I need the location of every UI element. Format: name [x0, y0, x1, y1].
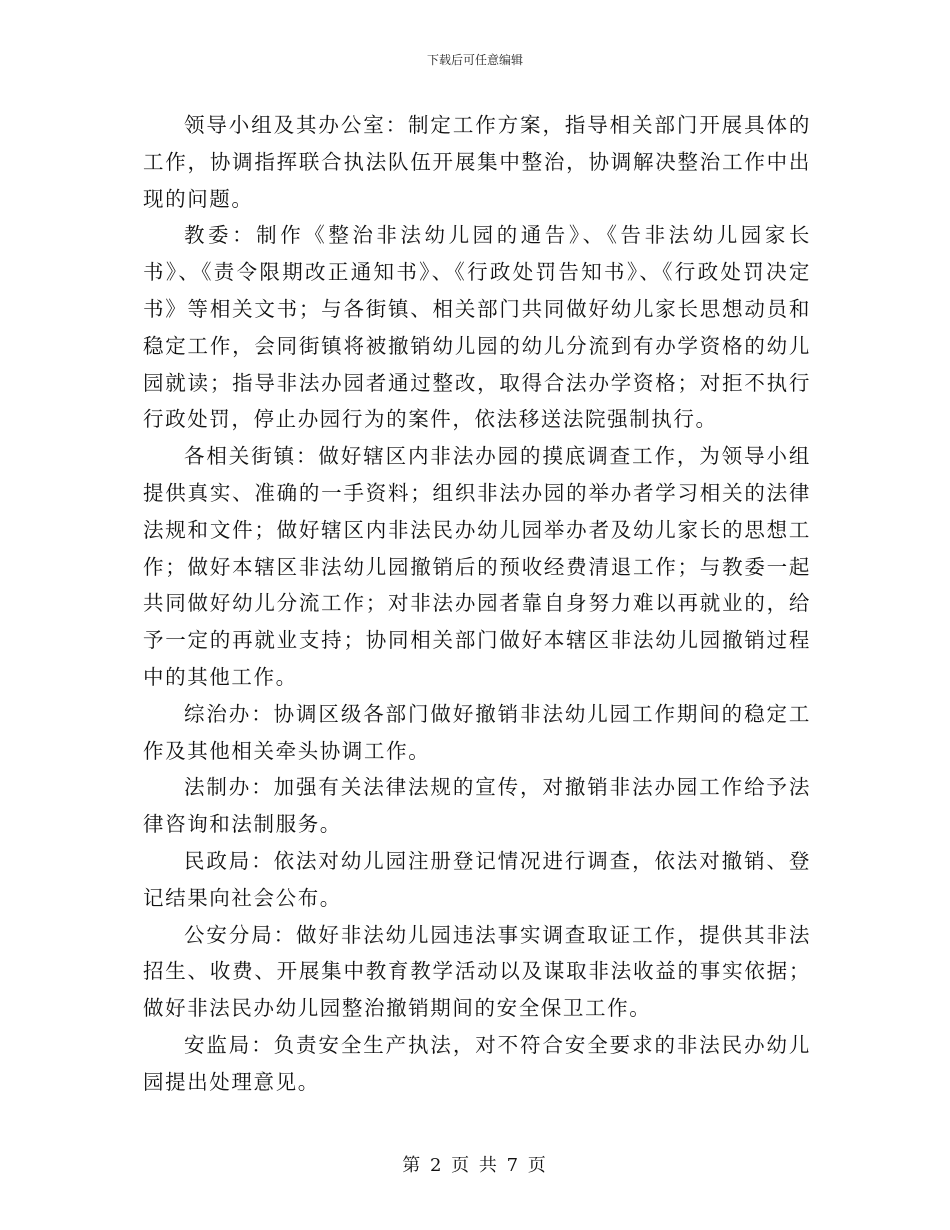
paragraph-safety-supervision: 安监局：负责安全生产执法，对不符合安全要求的非法民办幼儿园提出处理意见。 — [143, 1032, 811, 1094]
page-number-footer: 第 2 页 共 7 页 — [402, 1155, 548, 1176]
paragraph-education-committee: 教委：制作《整治非法幼儿园的通告》、《告非法幼儿园家长书》、《责令限期改正通知书》、《行政处罚告知书》、《行政处罚决定书》等相关文书；与各街镇、相关部门共同做好幼儿家长思想动员和稳定工作，会同街镇将被撤销幼儿园的幼儿分流到有办学资格的幼儿园就读；指导非法办园者通过整改，取得合法办学资格；对拒不执行行政处罚，停止办园行为的案件，依法移送法院强制执行。 — [143, 223, 811, 432]
paragraph-leading-group: 领导小组及其办公室：制定工作方案，指导相关部门开展具体的工作，协调指挥联合执法队伍开展集中整治，协调解决整治工作中出现的问题。 — [143, 113, 811, 211]
paragraph-street-towns: 各相关街镇：做好辖区内非法办园的摸底调查工作，为领导小组提供真实、准确的一手资料；组织非法办园的举办者学习相关的法律法规和文件；做好辖区内非法民办幼儿园举办者及幼儿家长的思想工作；做好本辖区非法幼儿园撤销后的预收经费清退工作；与教委一起共同做好幼儿分流工作；对非法办园者靠自身努力难以再就业的，给予一定的再就业支持；协同相关部门做好本辖区非法幼儿园撤销过程中的其他工作。 — [143, 444, 811, 689]
paragraph-legal-office: 法制办：加强有关法律法规的宣传，对撤销非法办园工作给予法律咨询和法制服务。 — [143, 775, 811, 837]
paragraph-comprehensive-office: 综治办：协调区级各部门做好撤销非法幼儿园工作期间的稳定工作及其他相关牵头协调工作。 — [143, 701, 811, 763]
document-body — [143, 107, 811, 1101]
paragraph-public-security: 公安分局：做好非法幼儿园违法事实调查取证工作，提供其非法招生、收费、开展集中教育教学活动以及谋取非法收益的事实依据；做好非法民办幼儿园整治撤销期间的安全保卫工作。 — [143, 922, 811, 1021]
page-header-note: 下载后可任意编辑 — [426, 53, 523, 67]
paragraph-civil-affairs: 民政局：依法对幼儿园注册登记情况进行调查，依法对撤销、登记结果向社会公布。 — [143, 848, 811, 910]
